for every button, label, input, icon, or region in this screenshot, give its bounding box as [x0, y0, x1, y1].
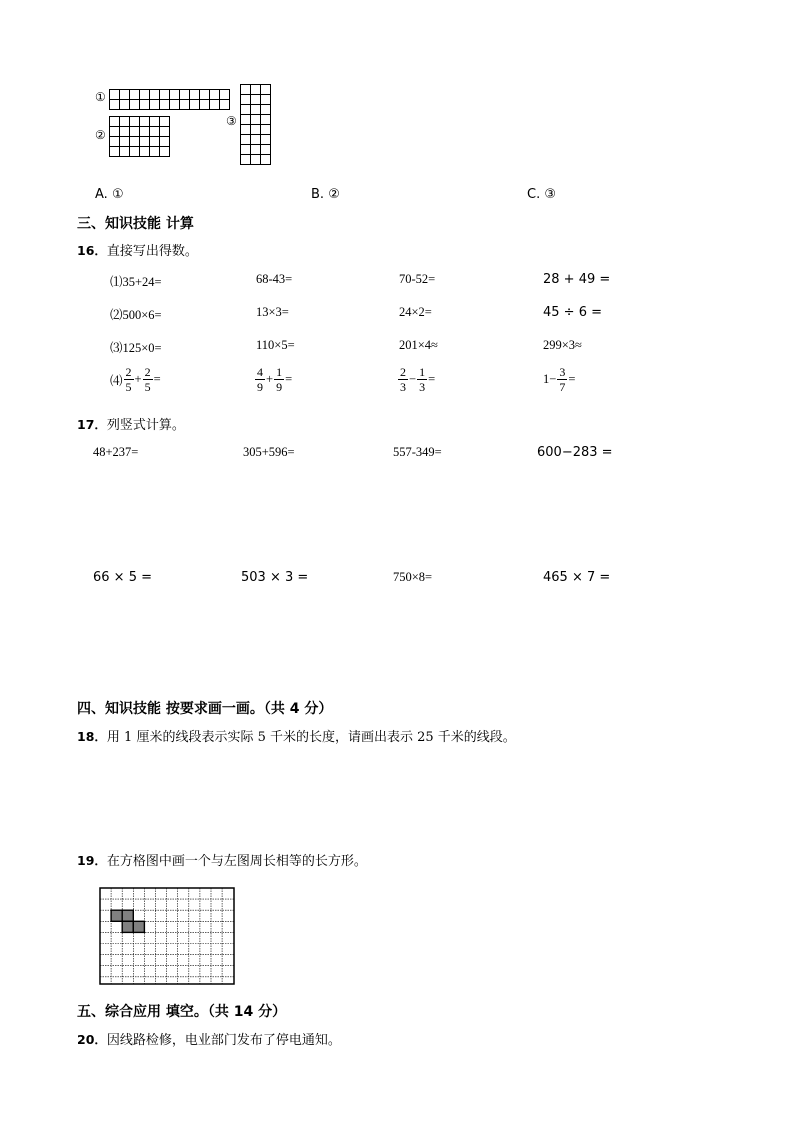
section-3-title: 三、知识技能 计算 [77, 216, 194, 232]
option-b[interactable]: B. ② [311, 187, 340, 202]
fraction: $\frac{2}{3}$ [400, 365, 406, 394]
q16-r1-c4: 28 + 49 = [543, 272, 611, 287]
q16-r2-c1: ⑵500×6= [110, 308, 162, 322]
option-c[interactable]: C. ③ [527, 187, 557, 202]
shaded-cell [122, 921, 133, 932]
section-4-title: 四、知识技能 按要求画一画。（共 4 分） [77, 701, 333, 717]
q16-r2-c2: 13×3= [256, 305, 289, 319]
q17-r2-c1: 66 × 5 = [93, 570, 152, 585]
q16-r1-c3: 70-52= [399, 272, 436, 286]
q16-r3-c4: 299×3≈ [543, 338, 582, 352]
fraction: $\frac{1}{9}$ [276, 365, 283, 394]
q16-r3-c2: 110×5= [256, 338, 295, 352]
q17-r2-c3: 750×8= [393, 570, 433, 584]
q16-r2-c4: 45 ÷ 6 = [543, 305, 602, 320]
fraction: $\frac{3}{7}$ [559, 365, 566, 394]
fraction: $\frac{1}{3}$ [419, 365, 426, 394]
question-18: 18．用 1 厘米的线段表示实际 5 千米的长度，请画出表示 25 千米的线段。 [77, 729, 516, 745]
q17-r1-c3: 557-349= [393, 445, 442, 459]
fraction: $\frac{4}{9}$ [257, 365, 263, 394]
q17-r1-c1: 48+237= [93, 445, 139, 459]
shaded-cell [111, 910, 122, 921]
question-16: 16．直接写出得数。 [77, 243, 198, 259]
shaded-cell [133, 921, 144, 932]
figure-label-1: ① [95, 90, 106, 104]
q17-r1-c4: 600−283 = [537, 445, 613, 460]
square-grid [99, 887, 236, 986]
question-19: 19．在方格图中画一个与左图周长相等的长方形。 [77, 853, 367, 869]
fraction: $\frac{2}{5}$ [144, 365, 151, 394]
q17-r2-c2: 503 × 3 = [241, 570, 309, 585]
fraction: $\frac{2}{5}$ [125, 365, 132, 394]
q16-r3-c1: ⑶125×0= [110, 341, 162, 355]
rectangle-1 [109, 89, 231, 110]
q16-r4-c2: $\frac{4}{9}$ + $\frac{1}{9}$ = [257, 365, 293, 394]
q16-r4-c3: $\frac{2}{3}$ − $\frac{1}{3}$ = [400, 365, 436, 394]
q16-r1-c2: 68-43= [256, 272, 293, 286]
section-5-title: 五、综合应用 填空。（共 14 分） [77, 1004, 287, 1020]
q16-r2-c3: 24×2= [399, 305, 432, 319]
q17-r1-c2: 305+596= [243, 445, 295, 459]
rectangle-2 [109, 116, 173, 157]
figure-label-3: ③ [226, 114, 237, 128]
shaded-cell [122, 910, 133, 921]
q16-r3-c3: 201×4≈ [399, 338, 438, 352]
rectangle-3 [240, 84, 272, 165]
question-17: 17．列竖式计算。 [77, 417, 185, 433]
figure-label-2: ② [95, 128, 106, 142]
q17-r2-c4: 465 × 7 = [543, 570, 611, 585]
q16-r4-c1: ⑷ $\frac{2}{5}$ + $\frac{2}{5}$ = [110, 365, 161, 394]
question-20: 20．因线路检修，电业部门发布了停电通知。 [77, 1032, 341, 1048]
option-a[interactable]: A. ① [95, 187, 124, 202]
q16-r4-c4: 1− $\frac{3}{7}$ = [543, 365, 576, 394]
q16-r1-c1: ⑴35+24= [110, 275, 162, 289]
